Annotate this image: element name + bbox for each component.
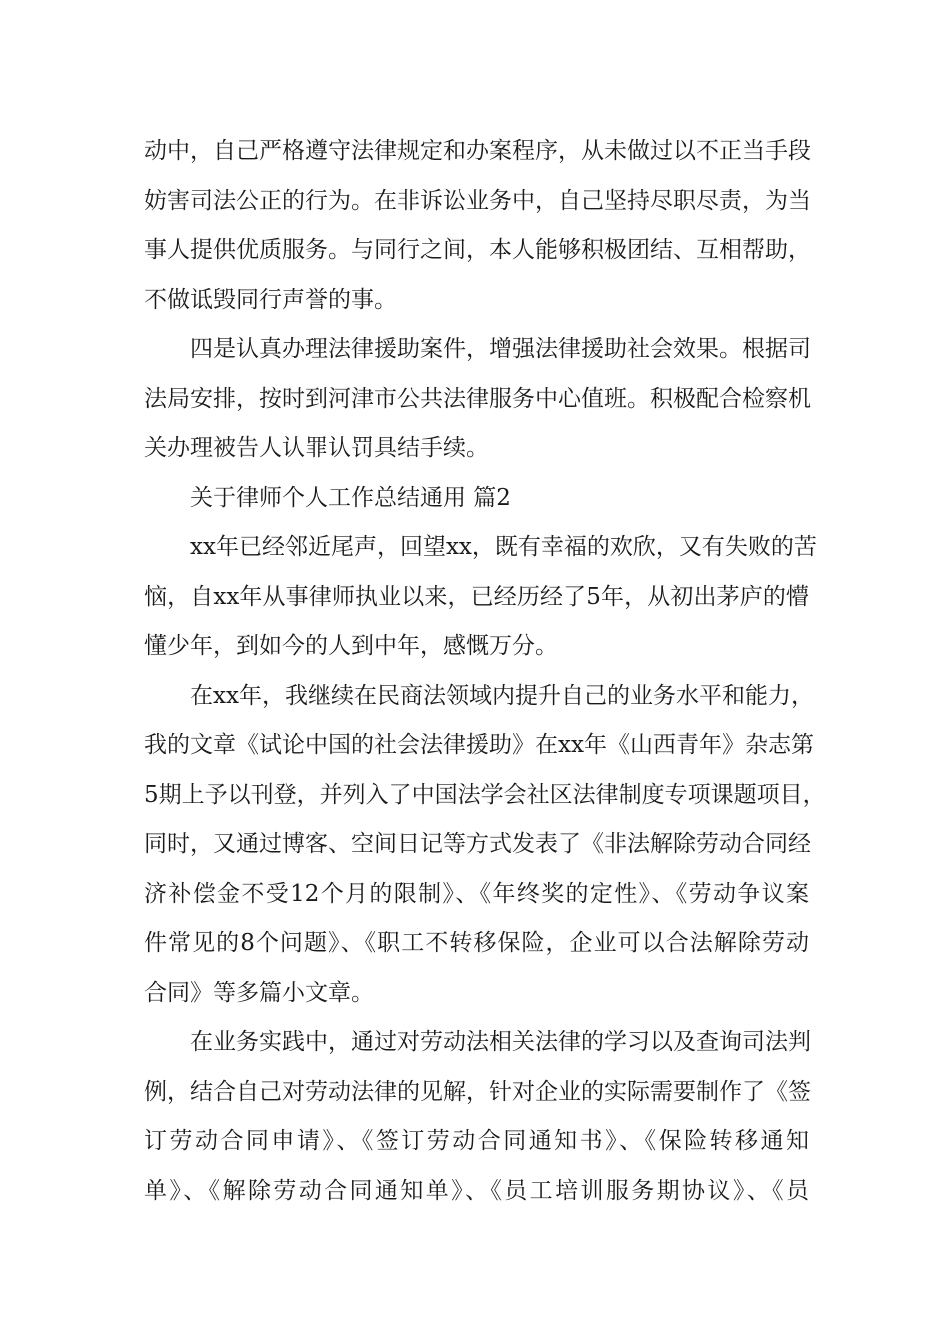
text-line: 动中，自己严格遵守法律规定和办案程序，从未做过以不正当手段 [144,138,811,164]
text-line: 单》、《解除劳动合同通知单》、《员工培训服务期协议》、《员 [144,1177,809,1204]
text-line: 在业务实践中，通过对劳动法相关法律的学习以及查询司法判 [190,1029,811,1055]
text-line: 订劳动合同申请》、《签订劳动合同通知书》、《保险转移通知 [144,1128,809,1154]
text-line: 妨害司法公正的行为。在非诉讼业务中，自己坚持尽职尽责，为当 [144,187,811,214]
text-line: 四是认真办理法律援助案件，增强法律援助社会效果。根据司 [190,336,811,362]
text-line: 懂少年，到如今的人到中年，感慨万分。 [144,633,558,659]
text-line: 法局安排，按时到河津市公共法律服务中心值班。积极配合检察机 [144,385,811,412]
text-line: 在xx年，我继续在民商法领域内提升自己的业务水平和能力， [190,682,814,709]
text-line: 济补偿金不受12个月的限制》、《年终奖的定性》、《劳动争议案 [144,880,809,907]
text-line: 不做诋毁同行声誉的事。 [144,286,397,313]
text-line: 同时，又通过博客、空间日记等方式发表了《非法解除劳动合同经 [144,831,811,857]
text-line: 合同》等多篇小文章。 [144,979,374,1006]
text-line: 件常见的8个问题》、《职工不转移保险，企业可以合法解除劳动 [144,930,809,956]
text-line: 事人提供优质服务。与同行之间，本人能够积极团结、互相帮助， [144,237,811,263]
text-line: 关办理被告人认罪认罚具结手续。 [144,435,489,461]
document-body [144,127,826,1216]
text-line: 例，结合自己对劳动法律的见解，针对企业的实际需要制作了《签 [144,1078,811,1105]
text-line: 我的文章《试论中国的社会法律援助》在xx年《山西青年》杂志第 [144,732,814,758]
text-line: 5期上予以刊登，并列入了中国法学会社区法律制度专项课题项目， [144,781,826,808]
text-line: 恼，自xx年从事律师执业以来，已经历经了5年，从初出茅庐的懵 [144,583,809,610]
text-line: xx年已经邻近尾声，回望xx，既有幸福的欢欣，又有失败的苦 [190,534,817,560]
section-heading: 关于律师个人工作总结通用 篇2 [190,484,511,511]
